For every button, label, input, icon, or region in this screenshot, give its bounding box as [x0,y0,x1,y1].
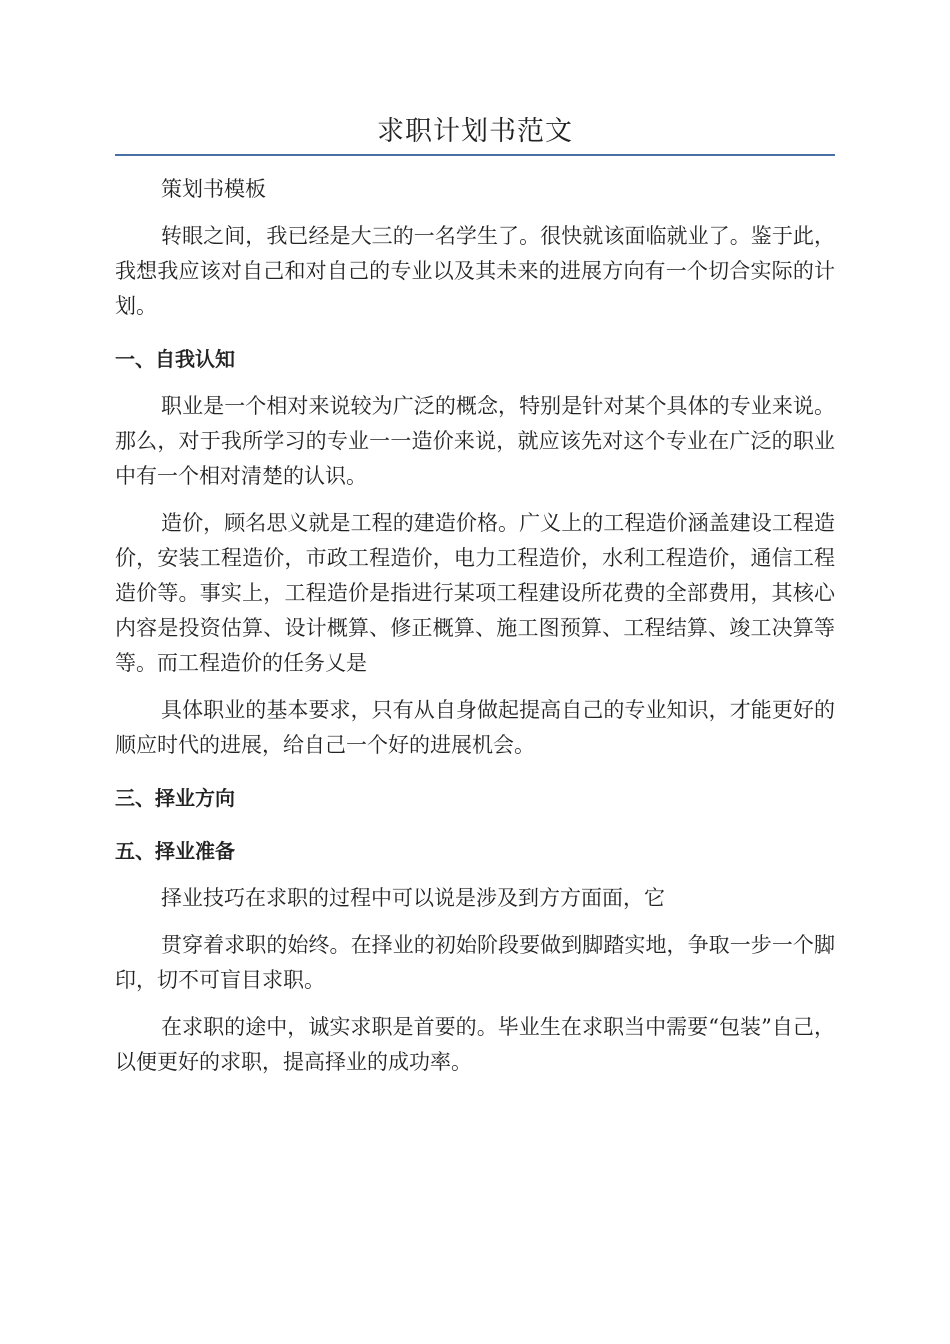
paragraph-template-label: 策划书模板 [161,177,266,201]
paragraph-intro: 转眼之间，我已经是大三的一名学生了。很快就该面临就业了。鉴于此，我想我应该对自己和对自己的专业以及其未来的进展方向有一个切合实际的计划。 [115,224,835,318]
paragraph-job-skills: 择业技巧在求职的过程中可以说是涉及到方方面面，它 [161,886,665,910]
title-underline [115,154,835,156]
document-body [115,172,835,1080]
paragraph-step-by-step: 贯穿着求职的始终。在择业的初始阶段要做到脚踏实地，争取一步一个脚印，切不可盲目求职。 [115,933,835,992]
paragraph-cost-definition: 造价，顾名思义就是工程的建造价格。广义上的工程造价涵盖建设工程造价，安装工程造价，市政工程造价，电力工程造价，水利工程造价，通信工程造价等。事实上，工程造价是指进行某项工程建设所花费的全部费用，其核心内容是投资估算、设计概算、修正概算、施工图预算、工程结算、竣工决算等等。而工程造价的任务乂是 [115,511,835,675]
document-title: 求职计划书范文 [377,116,573,147]
paragraph-job-requirements: 具体职业的基本要求，只有从自身做起提高自己的专业知识，才能更好的顺应时代的进展，给自己一个好的进展机会。 [115,698,835,757]
paragraph-honesty: 在求职的途中，诚实求职是首要的。毕业生在求职当中需要“包装”自己，以便更好的求职，提高择业的成功率。 [115,1015,835,1074]
section-heading-self-awareness: 一、自我认知 [115,347,235,371]
section-heading-career-preparation: 五、择业准备 [115,839,235,863]
section-heading-career-direction: 三、择业方向 [115,786,235,810]
paragraph-career-concept: 职业是一个相对来说较为广泛的概念，特别是针对某个具体的专业来说。那么，对于我所学习的专业一一造价来说，就应该先对这个专业在广泛的职业中有一个相对清楚的认识。 [115,394,835,488]
